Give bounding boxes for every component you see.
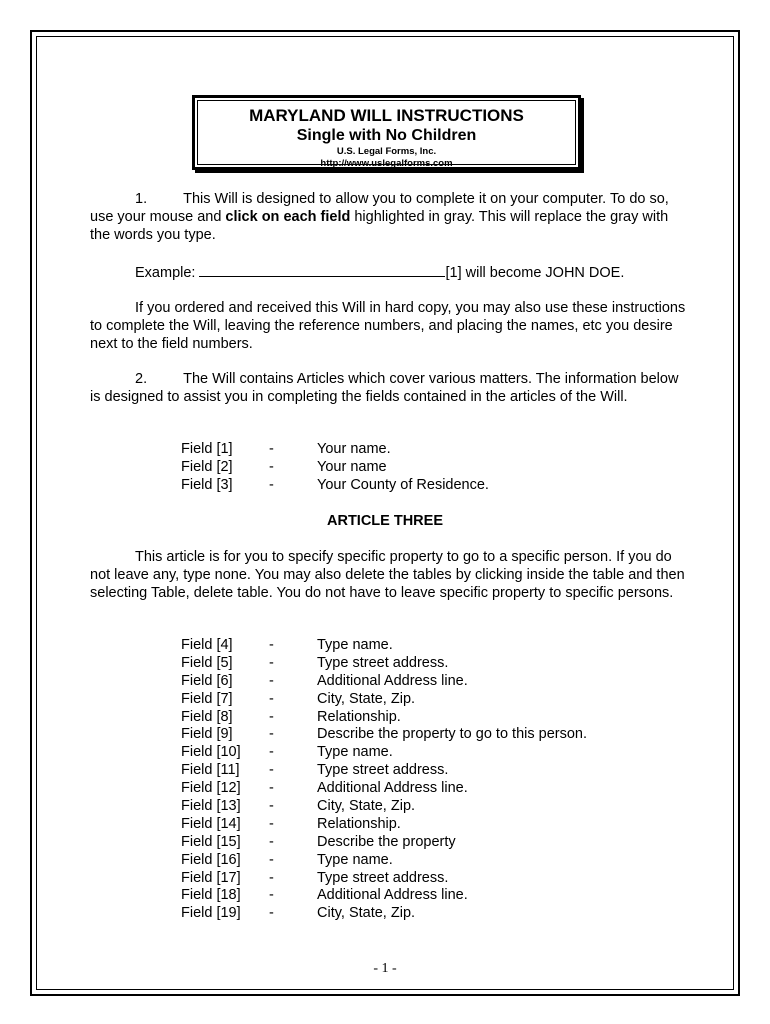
field-desc: Your County of Residence.	[317, 476, 489, 493]
field-id: Field [8]	[181, 708, 233, 725]
field-desc: City, State, Zip.	[317, 798, 416, 815]
field-id: Field [9]	[181, 726, 233, 743]
field-dash: -	[269, 762, 274, 779]
field-dash: -	[269, 780, 274, 797]
field-desc: Type street address.	[317, 869, 449, 886]
field-id: Field [1]	[181, 441, 233, 457]
field-dash: -	[269, 887, 274, 904]
field-row	[181, 798, 587, 816]
field-dash: -	[269, 905, 274, 922]
field-id: Field [4]	[181, 637, 233, 653]
example-line	[90, 263, 690, 282]
field-row	[181, 459, 489, 477]
field-dash: -	[269, 690, 274, 707]
field-dash: -	[269, 798, 274, 815]
field-dash: -	[269, 441, 274, 457]
field-desc: Describe the property	[317, 833, 456, 850]
field-list-b	[181, 637, 587, 923]
paragraph-1-text-end: highlighted in gray. This will replace the gray with the words you type.	[90, 209, 669, 243]
field-row	[181, 709, 587, 727]
field-id: Field [13]	[181, 798, 241, 815]
field-row	[181, 477, 489, 495]
field-row	[181, 691, 587, 709]
field-id: Field [12]	[181, 780, 241, 797]
field-row	[181, 673, 587, 691]
field-id: Field [11]	[181, 762, 240, 779]
field-row	[181, 744, 587, 762]
field-desc: Additional Address line.	[317, 887, 468, 904]
paragraph-hardcopy: If you ordered and received this Will in hard copy, you may also use these instructions to complete the Will, leaving the reference numbers, and placing the names, etc you desire next to the field numbers.	[90, 300, 686, 352]
field-dash: -	[269, 708, 274, 725]
field-desc: Type street address.	[317, 654, 449, 671]
field-desc: Describe the property to go to this person.	[317, 726, 588, 743]
paragraph-1-number: 1.	[135, 191, 148, 207]
field-id: Field [3]	[181, 476, 233, 493]
field-row	[181, 852, 587, 870]
field-desc: City, State, Zip.	[317, 690, 416, 707]
page-number: - 1 -	[373, 961, 397, 976]
field-desc: Your name	[317, 458, 387, 475]
field-id: Field [14]	[181, 815, 241, 832]
field-desc: Relationship.	[317, 708, 401, 725]
field-row	[181, 780, 587, 798]
field-desc: City, State, Zip.	[317, 905, 416, 922]
field-id: Field [2]	[181, 458, 233, 475]
paragraph-1-text: This Will is designed to allow you to complete it on your computer. To do so, use your mouse and	[90, 191, 669, 225]
title-box-inner	[197, 100, 576, 169]
field-id: Field [7]	[181, 690, 233, 707]
field-id: Field [17]	[181, 869, 241, 886]
company-url: http://www.uslegalforms.com	[320, 158, 453, 169]
field-id: Field [10]	[181, 744, 241, 761]
example-blank-field	[199, 263, 445, 277]
document-subtitle: Single with No Children	[296, 127, 477, 144]
field-row	[181, 637, 587, 655]
field-dash: -	[269, 815, 274, 832]
article-three-text: This article is for you to specify specific property to go to a specific person. If you do not leave any, type none. You may also delete the tables by clicking inside the table and then selecting Table, delete table. You do not have to leave specific property to specific persons.	[90, 549, 685, 601]
field-desc: Additional Address line.	[317, 780, 468, 797]
field-row	[181, 905, 587, 923]
field-dash: -	[269, 458, 274, 475]
paragraph-2-text: The Will contains Articles which cover various matters. The information below is designed to assist you in completing the fields contained in the articles of the Will.	[90, 371, 679, 405]
field-dash: -	[269, 726, 274, 743]
field-row	[181, 887, 587, 905]
field-row	[181, 816, 587, 834]
field-desc: Relationship.	[317, 815, 401, 832]
field-desc: Additional Address line.	[317, 672, 468, 689]
field-id: Field [15]	[181, 833, 241, 850]
field-id: Field [16]	[181, 851, 241, 868]
field-desc: Type name.	[317, 637, 393, 653]
field-desc: Your name.	[317, 441, 391, 457]
field-row	[181, 870, 587, 888]
field-dash: -	[269, 672, 274, 689]
field-dash: -	[269, 833, 274, 850]
paragraph-1-bold: click on each field	[225, 209, 351, 225]
field-id: Field [18]	[181, 887, 241, 904]
example-label: Example:	[135, 265, 200, 281]
field-dash: -	[269, 637, 274, 653]
field-row	[181, 655, 587, 673]
field-id: Field [6]	[181, 672, 233, 689]
paragraph-2-number: 2.	[135, 371, 148, 387]
field-row	[181, 441, 489, 459]
field-list-a	[181, 441, 489, 495]
field-row	[181, 834, 587, 852]
company-name: U.S. Legal Forms, Inc.	[336, 146, 437, 157]
article-three-heading: ARTICLE THREE	[327, 513, 443, 529]
document-title: MARYLAND WILL INSTRUCTIONS	[249, 106, 524, 125]
field-id: Field [5]	[181, 654, 233, 671]
paragraph-2	[90, 370, 690, 406]
field-row	[181, 762, 587, 780]
field-desc: Type street address.	[317, 762, 449, 779]
field-dash: -	[269, 476, 274, 493]
field-dash: -	[269, 869, 274, 886]
field-row	[181, 726, 587, 744]
title-box	[192, 95, 581, 170]
field-dash: -	[269, 744, 274, 761]
field-dash: -	[269, 654, 274, 671]
paragraph-1	[90, 190, 690, 244]
field-desc: Type name.	[317, 744, 393, 761]
field-desc: Type name.	[317, 851, 393, 868]
field-id: Field [19]	[181, 905, 241, 922]
field-dash: -	[269, 851, 274, 868]
example-suffix: [1] will become JOHN DOE.	[445, 265, 625, 281]
